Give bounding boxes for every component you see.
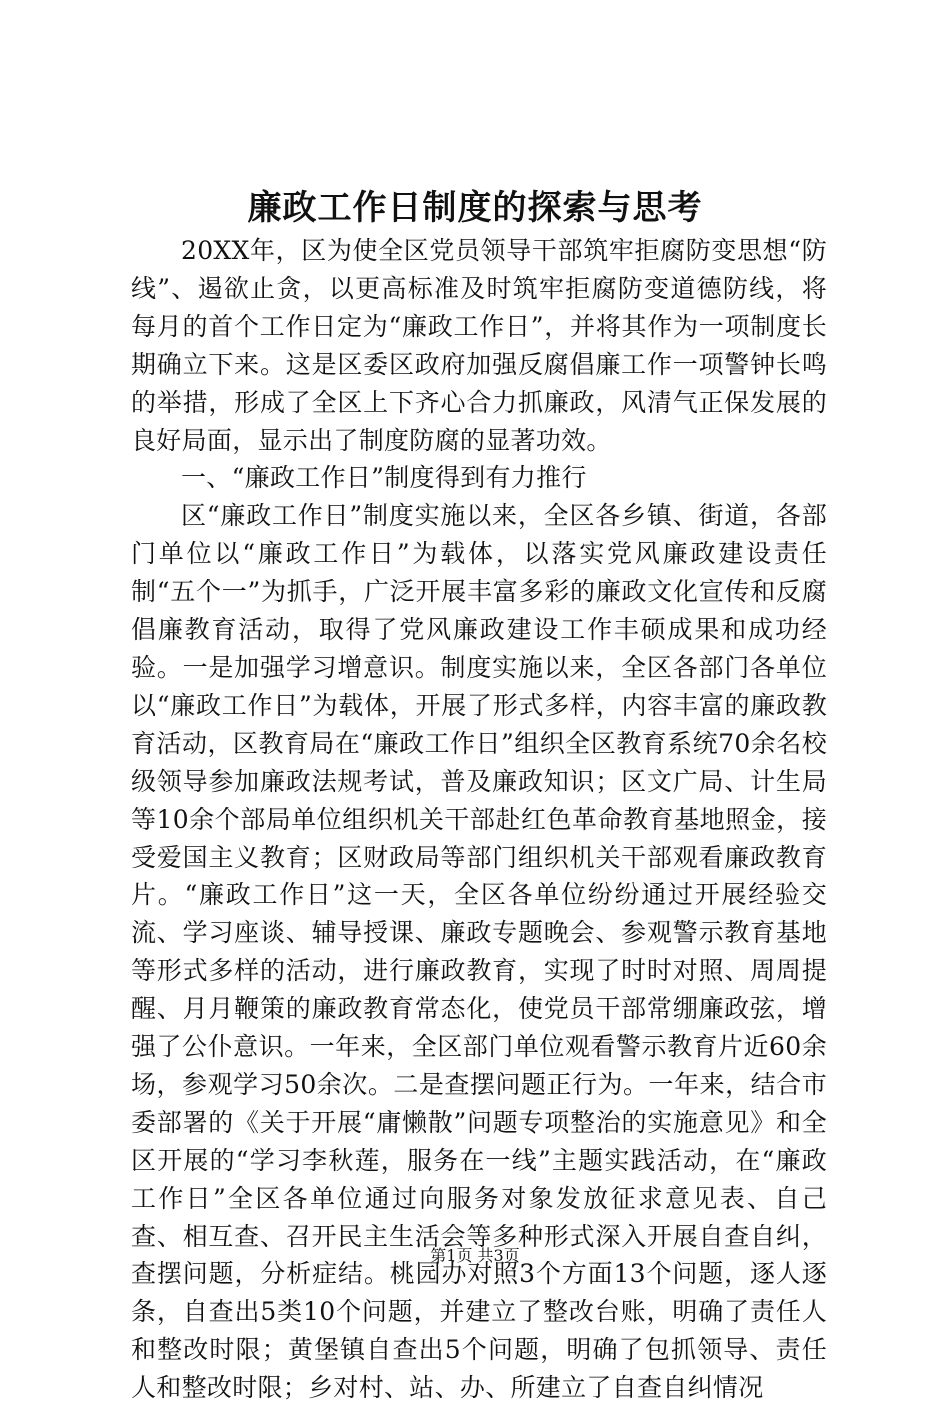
page-footer: 第1页 共3页: [430, 1246, 520, 1265]
document-title: 廉政工作日制度的探索与思考: [247, 188, 703, 228]
document-body: [131, 232, 827, 1407]
section-heading-1: 一、“廉政工作日”制度得到有力推行: [181, 463, 587, 493]
paragraph-intro: 20XX年，区为使全区党员领导干部筑牢拒腐防变思想“防线”、遏欲止贪，以更高标准及时筑牢拒腐防变道德防线，将每月的首个工作日定为“廉政工作日”，并将其作为一项制度长期确立下来。这是区委区政府加强反腐倡廉工作一项警钟长鸣的举措，形成了全区上下齐心合力抓廉政，风清气正保发展的良好局面，显示出了制度防腐的显著功效。: [131, 236, 827, 455]
paragraph-section-1: 区“廉政工作日”制度实施以来，全区各乡镇、街道，各部门单位以“廉政工作日”为载体，以落实党风廉政建设责任制“五个一”为抓手，广泛开展丰富多彩的廉政文化宣传和反腐倡廉教育活动，取得了党风廉政建设工作丰硕成果和成功经验。一是加强学习增意识。制度实施以来，全区各部门各单位以“廉政工作日”为载体，开展了形式多样，内容丰富的廉政教育活动，区教育局在“廉政工作日”组织全区教育系统70余名校级领导参加廉政法规考试，普及廉政知识；区文广局、计生局等10余个部局单位组织机关干部赴红色革命教育基地照金，接受爱国主义教育；区财政局等部门组织机关干部观看廉政教育片。“廉政工作日”这一天，全区各单位纷纷通过开展经验交流、学习座谈、辅导授课、廉政专题晚会、参观警示教育基地等形式多样的活动，进行廉政教育，实现了时时对照、周周提醒、月月鞭策的廉政教育常态化，使党员干部常绷廉政弦，增强了公仆意识。一年来，全区部门单位观看警示教育片近60余场，参观学习50余次。二是查摆问题正行为。一年来，结合市委部署的《关于开展“庸懒散”问题专项整治的实施意见》和全区开展的“学习李秋莲，服务在一线”主题实践活动，在“廉政工作日”全区各单位通过向服务对象发放征求意见表、自己查、相互查、召开民主生活会等多种形式深入开展自查自纠，查摆问题，分析症结。桃园办对照3个方面13个问题，逐人逐条，自查出5类10个问题，并建立了整改台账，明确了责任人和整改时限；黄堡镇自查出5个问题，明确了包抓领导、责任人和整改时限；乡对村、站、办、所建立了自查自纠情况: [131, 501, 827, 1403]
